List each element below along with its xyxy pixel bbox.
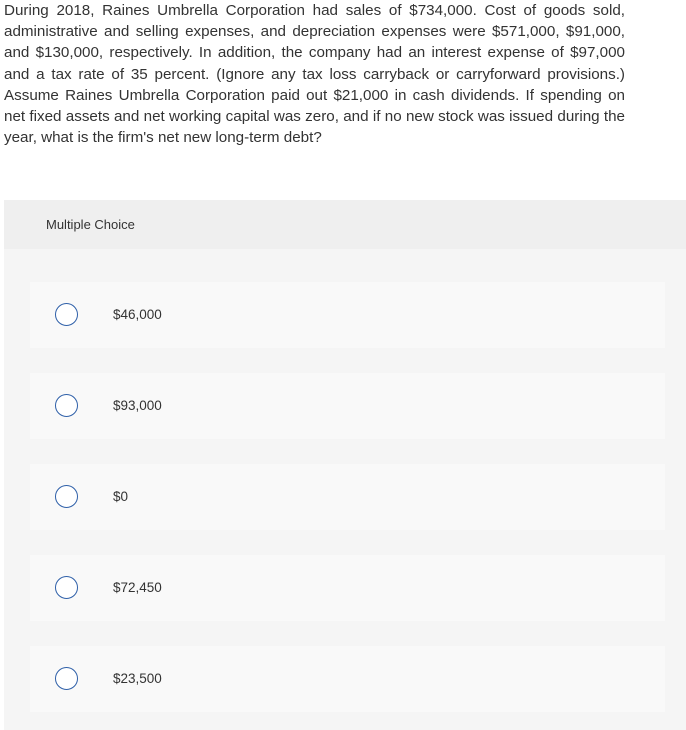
answer-option-5[interactable] bbox=[30, 646, 665, 712]
radio-button-icon[interactable] bbox=[55, 303, 78, 326]
multiple-choice-header bbox=[4, 200, 686, 249]
radio-button-icon[interactable] bbox=[55, 576, 78, 599]
multiple-choice-label: Multiple Choice bbox=[46, 217, 135, 232]
multiple-choice-panel bbox=[4, 200, 686, 730]
radio-button-icon[interactable] bbox=[55, 485, 78, 508]
radio-button-icon[interactable] bbox=[55, 667, 78, 690]
answer-option-label: $93,000 bbox=[113, 398, 162, 413]
answer-option-label: $72,450 bbox=[113, 580, 162, 595]
answer-option-4[interactable] bbox=[30, 555, 665, 621]
answer-option-3[interactable] bbox=[30, 464, 665, 530]
radio-button-icon[interactable] bbox=[55, 394, 78, 417]
question-text: During 2018, Raines Umbrella Corporation had sales of $734,000. Cost of goods sold, administrative and selling expenses, and depreciation expenses were $571,000, $91,000, and $130,000, respectively. In addition, the company had an interest expense of $97,000 and a tax rate of 35 percent. (Ignore any tax loss carryback or carryforward provisions.) Assume Raines Umbrella Corporation paid out $21,000 in cash dividends. If spending on net fixed assets and net working capital was zero, and if no new stock was issued during the year, what is the firm's net new long-term debt? bbox=[4, 2, 625, 147]
answer-option-label: $23,500 bbox=[113, 671, 162, 686]
answer-option-label: $0 bbox=[113, 489, 129, 504]
answer-option-1[interactable] bbox=[30, 282, 665, 348]
answer-option-label: $46,000 bbox=[113, 307, 162, 322]
answer-option-2[interactable] bbox=[30, 373, 665, 439]
